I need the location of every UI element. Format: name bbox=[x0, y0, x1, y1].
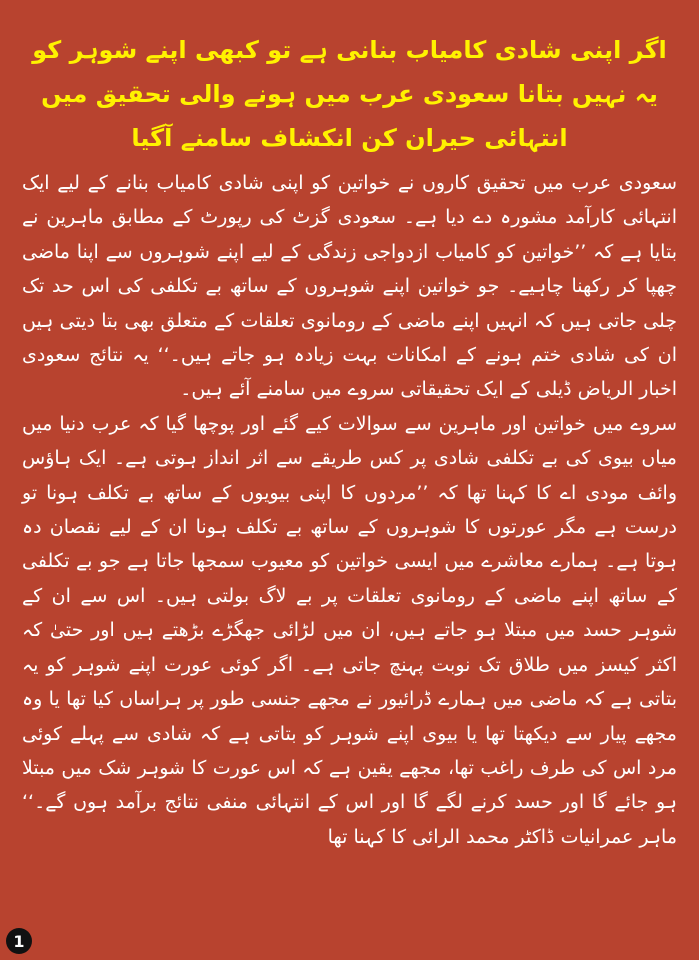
page-number-badge: 1 bbox=[6, 928, 32, 954]
article-headline: اگر اپنی شادی کامیاب بنانی ہے تو کبھی اپنے شوہر کو یہ نہیں بتانا سعودی عرب میں ہونے والی تحقیق میں انتہائی حیران کن انکشاف سامنے آگیا bbox=[32, 36, 667, 152]
article-body bbox=[22, 166, 677, 854]
article-paragraph-2: سروے میں خواتین اور ماہرین سے سوالات کیے گئے اور پوچھا گیا کہ عرب دنیا میں میاں بیوی کی بے تکلفی شادی پر کس طریقے سے اثر انداز ہوتی ہے۔ ایک ہاؤس وائف مودی اے کا کہنا تھا کہ ’’مردوں کا اپنی بیویوں کے ساتھ بے تکلف ہونا تو درست ہے مگر عورتوں کا شوہروں کے ساتھ بے تکلف ہونا ان کے لیے نقصان دہ ہوتا ہے۔ ہمارے معاشرے میں ایسی خواتین کو معیوب سمجھا جاتا ہے جو بے تکلفی کے ساتھ اپنے ماضی کے رومانوی تعلقات پر بے لاگ بولتی ہیں۔ اس سے ان کے شوہر حسد میں مبتلا ہو جاتے ہیں، ان میں لڑائی جھگڑے بڑھتے ہیں اور حتیٰ کہ اکثر کیسز میں طلاق تک نوبت پہنچ جاتی ہے۔ اگر کوئی عورت اپنے شوہر کو یہ بتاتی ہے کہ ماضی میں ہمارے ڈرائیور نے مجھے جنسی طور پر ہراساں کیا تھا یا وہ مجھے پیار سے دیکھتا تھا یا بیوی اپنے شوہر کو بتاتی ہے کہ شادی سے پہلے کوئی مرد اس کی طرف راغب تھا، مجھے یقین ہے کہ اس عورت کا شوہر شک میں مبتلا ہو جائے گا اور حسد کرنے لگے گا اور اس کے انتہائی منفی نتائج برآمد ہوں گے۔‘‘ ماہر عمرانیات ڈاکٹر محمد الرائی کا کہنا تھا bbox=[22, 412, 677, 848]
article-paragraph-1: سعودی عرب میں تحقیق کاروں نے خواتین کو اپنی شادی کامیاب بنانے کے لیے ایک انتہائی کارآمد مشورہ دے دیا ہے۔ سعودی گزٹ کی رپورٹ کے مطابق ماہرین نے بتایا ہے کہ ’’خواتین کو کامیاب ازدواجی زندگی کے لیے اپنے شوہروں سے اپنا ماضی چھپا کر رکھنا چاہیے۔ جو خواتین اپنے شوہروں کے ساتھ بے تکلفی کی اس حد تک چلی جاتی ہیں کہ انہیں اپنے ماضی کے رومانوی تعلقات کے متعلق بھی بتا دیتی ہیں ان کی شادی ختم ہونے کے امکانات بہت زیادہ ہو جاتے ہیں۔‘‘ یہ نتائج سعودی اخبار الریاض ڈیلی کے ایک تحقیقاتی سروے میں سامنے آئے ہیں۔ bbox=[22, 172, 677, 401]
